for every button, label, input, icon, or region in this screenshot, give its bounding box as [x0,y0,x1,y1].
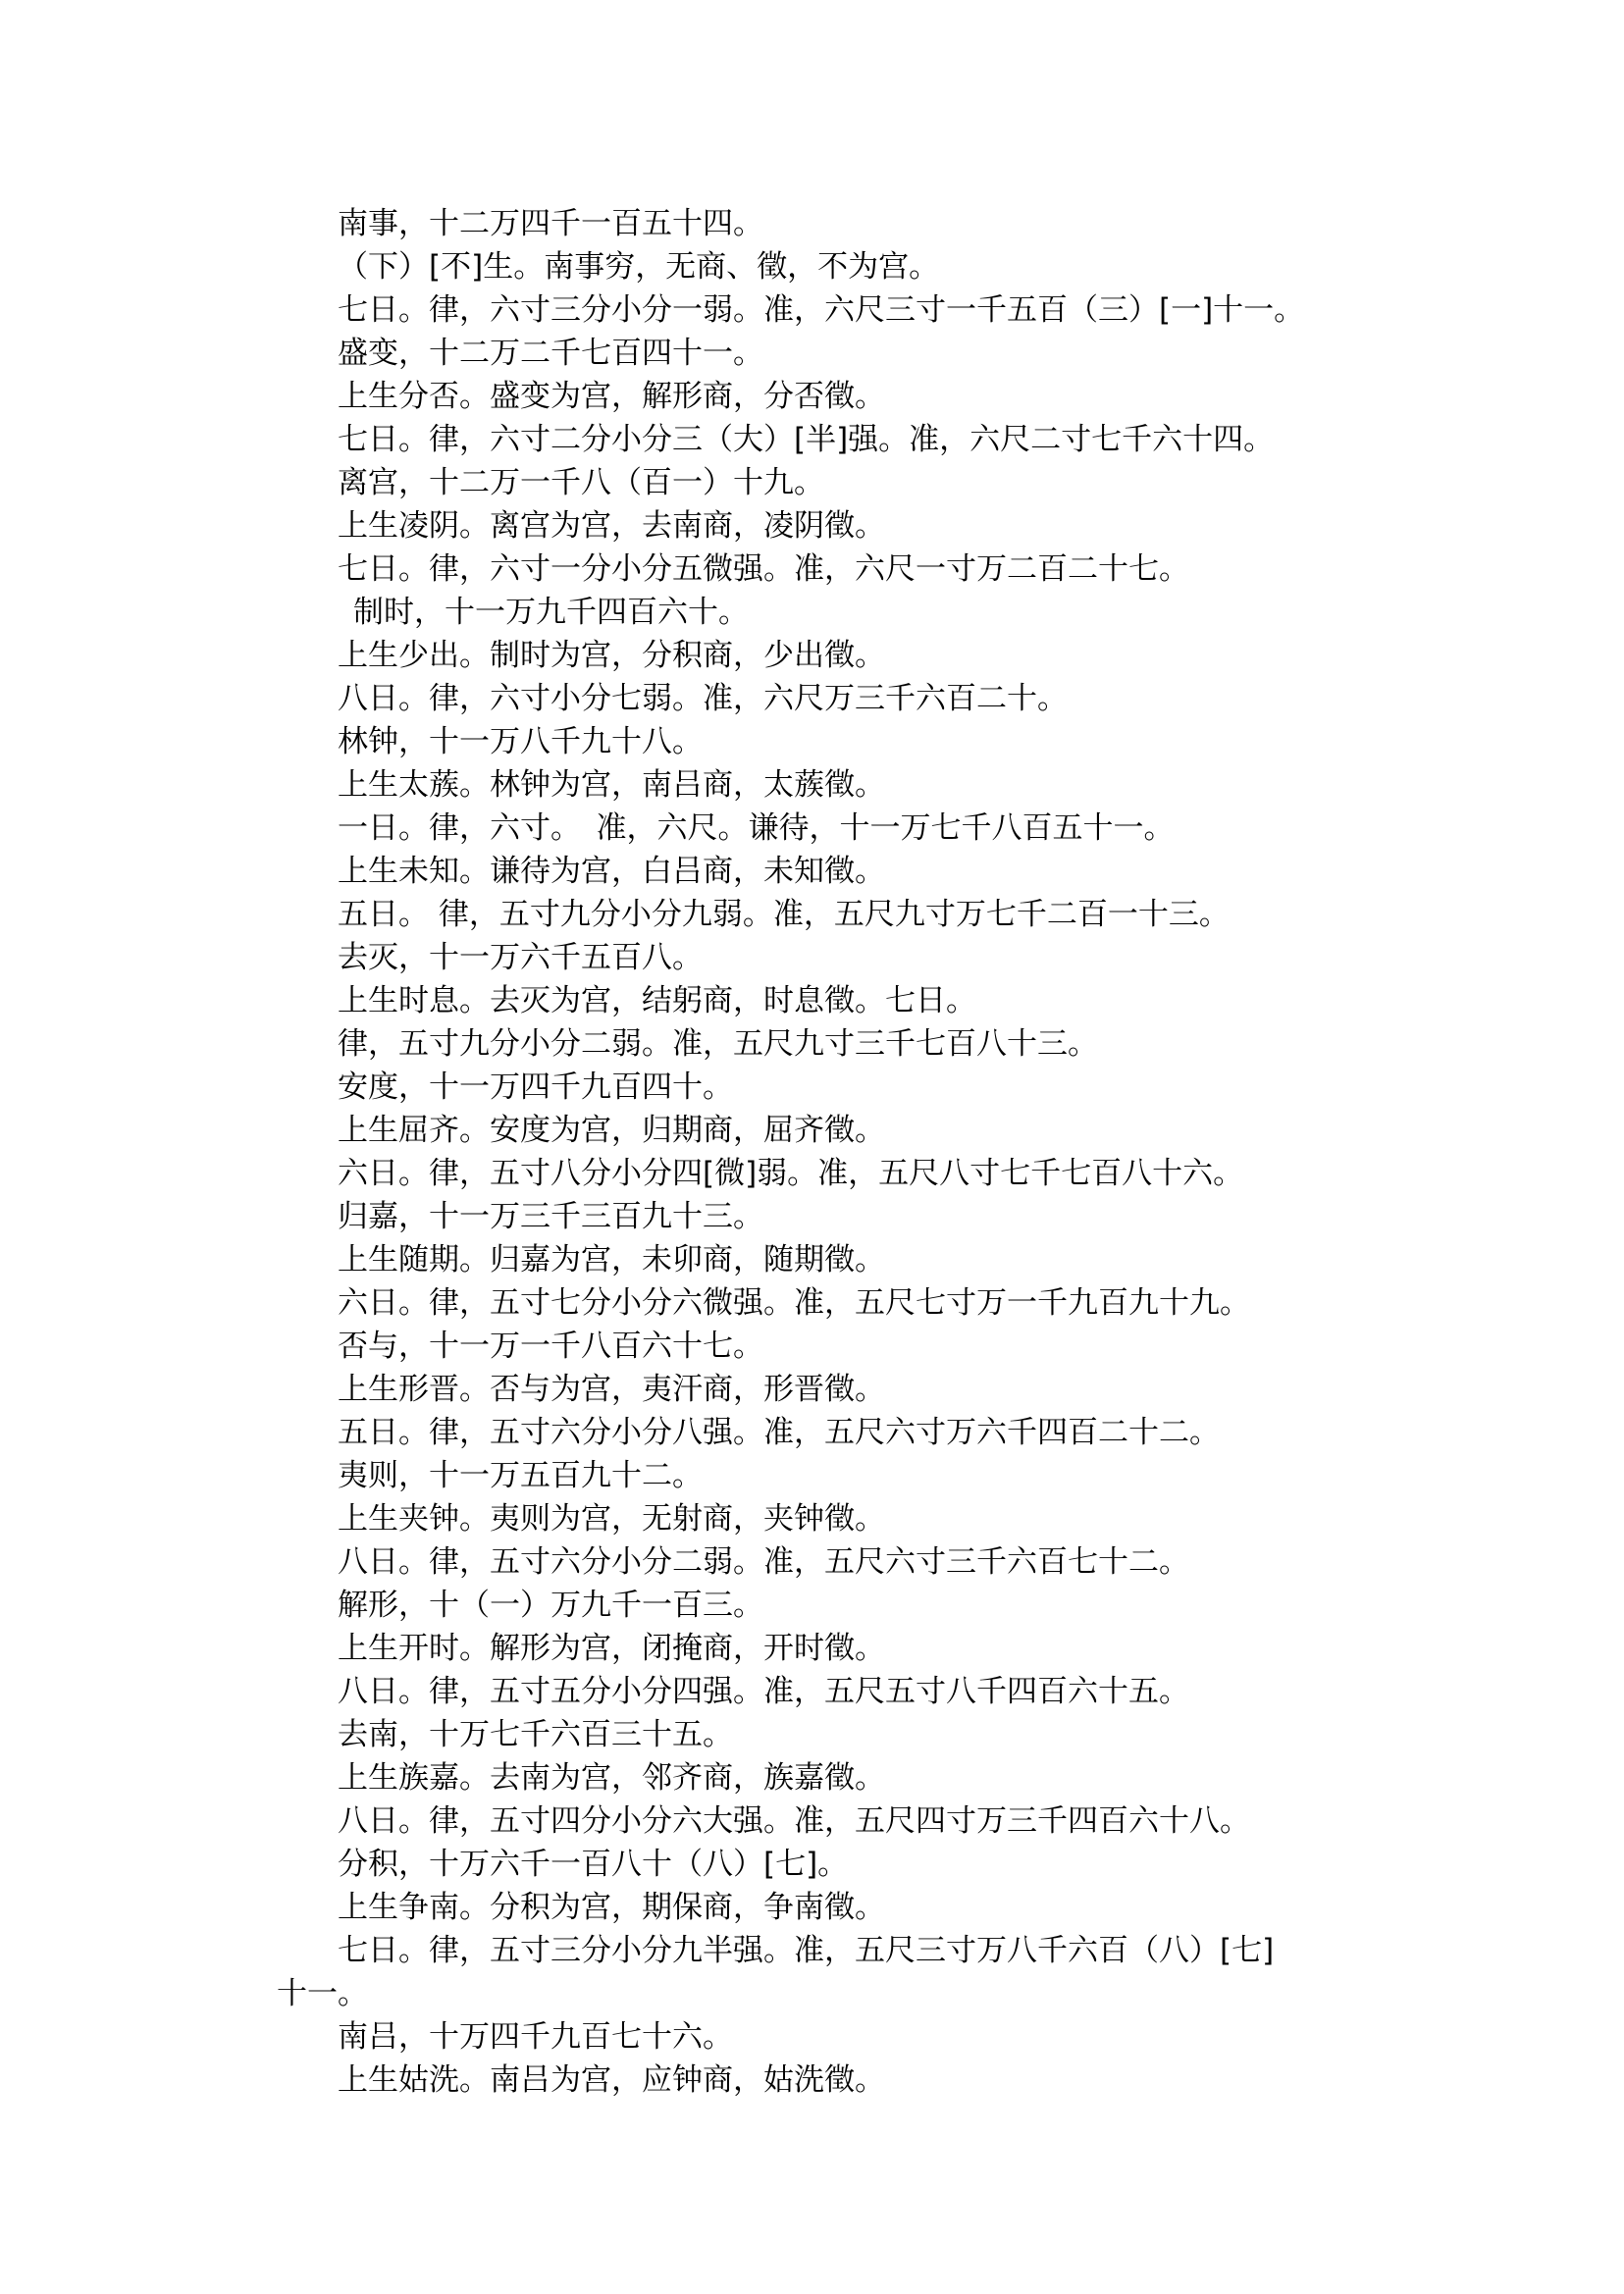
text-line: 分积，十万六千一百八十（八）[七]。 [338,1847,849,1882]
text-line: 上生时息。去灭为宫，结躬商，时息徵。七日。 [338,983,976,1018]
text-line: 去灭，十一万六千五百八。 [338,940,703,975]
text-line: 上生争南。分积为宫，期保商，争南徵。 [338,1890,885,1925]
text-line: 离宫，十二万一千八（百一）十九。 [338,465,824,500]
text-line: 七日。律，六寸三分小分一弱。准，六尺三寸一千五百（三）[一]十一。 [338,292,1305,328]
text-line: （下）[不]生。南事穷，无商、徵，不为宫。 [338,249,940,285]
text-line: 制时，十一万九千四百六十。 [353,595,749,630]
text-line: 律，五寸九分小分二弱。准，五尺九寸三千七百八十三。 [338,1026,1098,1062]
text-line: 上生屈齐。安度为宫，归期商，屈齐徵。 [338,1113,885,1148]
text-line: 上生分否。盛变为宫，解形商，分否徵。 [338,379,885,414]
text-line: 上生形晋。否与为宫，夷汗商，形晋徵。 [338,1372,885,1407]
text-line: 上生太蔟。林钟为宫，南吕商，太蔟徵。 [338,767,885,803]
text-line: 上生姑洗。南吕为宫，应钟商，姑洗徵。 [338,2062,885,2098]
text-line: 上生族嘉。去南为宫，邻齐商，族嘉徵。 [338,1760,885,1796]
text-line: 否与，十一万一千八百六十七。 [338,1329,763,1364]
text-line: 夷则，十一万五百九十二。 [338,1458,703,1493]
text-line: 六日。律，五寸八分小分四[微]弱。准，五尺八寸七千七百八十六。 [338,1156,1244,1191]
text-line: 南吕，十万四千九百七十六。 [338,2019,733,2055]
text-line: 七日。律，五寸三分小分九半强。准，五尺三寸万八千六百（八）[七] [338,1933,1275,1968]
text-line: 上生开时。解形为宫，闭掩商，开时徵。 [338,1631,885,1666]
text-line: 七日。律，六寸一分小分五微强。准，六尺一寸万二百二十七。 [338,551,1189,587]
text-line: 上生少出。制时为宫，分积商，少出徵。 [338,638,885,673]
text-line: 八日。律，五寸四分小分六大强。准，五尺四寸万三千四百六十八。 [338,1803,1250,1839]
text-line: 去南，十万七千六百三十五。 [338,1717,733,1752]
text-line: 五日。律，五寸六分小分八强。准，五尺六寸万六千四百二十二。 [338,1415,1220,1450]
text-line: 十一。 [277,1976,368,2011]
text-line: 八日。律，五寸六分小分二弱。准，五尺六寸三千六百七十二。 [338,1544,1189,1580]
text-line: 八日。律，六寸小分七弱。准，六尺万三千六百二十。 [338,681,1068,716]
text-block [277,202,1376,2102]
text-line: 解形，十（一）万九千一百三。 [338,1588,763,1623]
text-line: 七日。律，六寸二分小分三（大）[半]强。准，六尺二寸七千六十四。 [338,422,1275,457]
text-line: 六日。律，五寸七分小分六微强。准，五尺七寸万一千九百九十九。 [338,1285,1250,1321]
text-line: 林钟，十一万八千九十八。 [338,724,703,759]
text-line: 八日。律，五寸五分小分四强。准，五尺五寸八千四百六十五。 [338,1674,1189,1709]
text-line: 归嘉，十一万三千三百九十三。 [338,1199,763,1234]
text-line: 南事，十二万四千一百五十四。 [338,206,763,241]
text-line: 一日。律，六寸。 准，六尺。谦待，十一万七千八百五十一。 [338,810,1175,846]
text-line: 上生随期。归嘉为宫，未卯商，随期徵。 [338,1242,885,1277]
text-line: 五日。 律，五寸九分小分九弱。准，五尺九寸万七千二百一十三。 [338,897,1230,932]
text-line: 盛变，十二万二千七百四十一。 [338,336,763,371]
text-line: 安度，十一万四千九百四十。 [338,1069,733,1105]
text-line: 上生夹钟。夷则为宫，无射商，夹钟徵。 [338,1501,885,1537]
text-line: 上生未知。谦待为宫，白吕商，未知徵。 [338,854,885,889]
text-line: 上生凌阴。离宫为宫，去南商，凌阴徵。 [338,508,885,544]
